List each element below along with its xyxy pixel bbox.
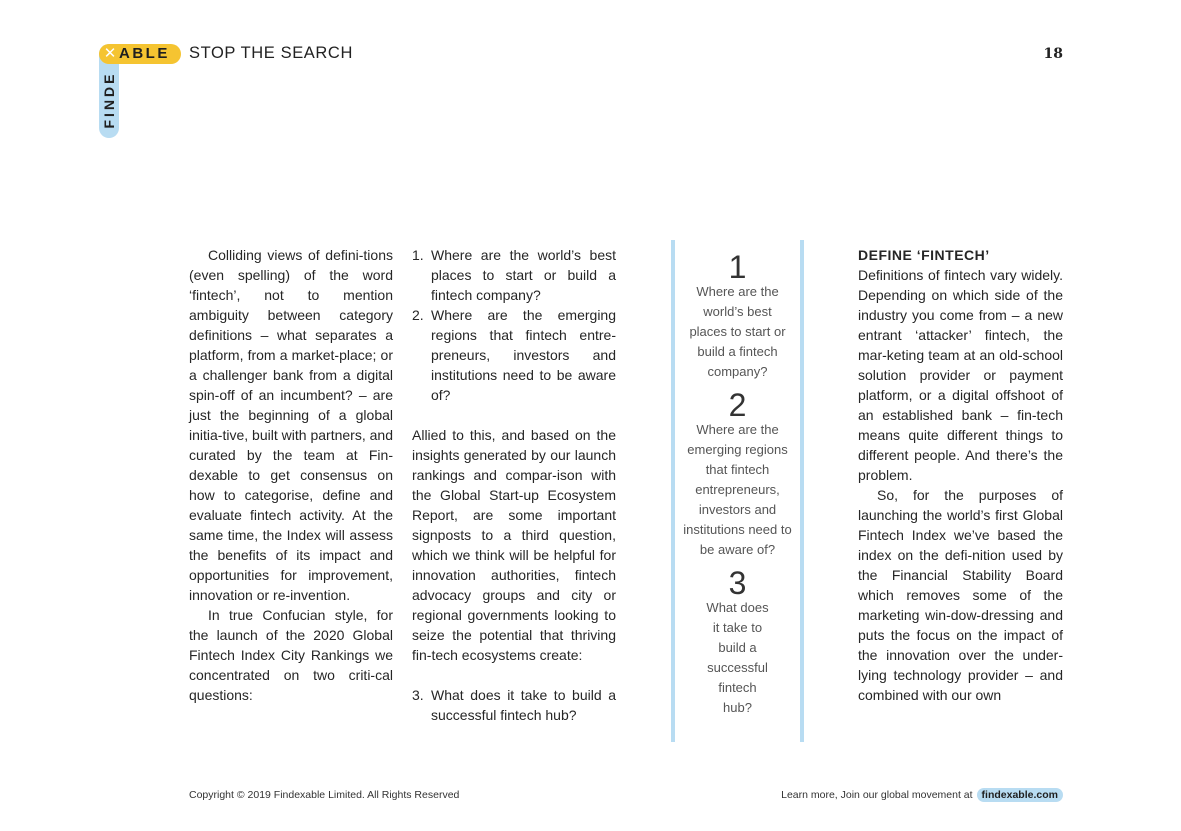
sidebar-number: 1 <box>728 249 747 285</box>
define-paragraph-1: Definitions of fintech vary widely. Depending on which side of the industry you come from – a new entrant ‘attacker’ fintech, the mar-keting team at an old-school solution provider or payment platform, or a digital offshoot of an established bank – fin-tech means quite different things to different people. And there’s the problem. <box>858 267 1063 483</box>
sidebar-number: 3 <box>728 565 747 601</box>
intro-paragraph-2: In true Confucian style, for the launch of the 2020 Global Fintech Index City Rankings we concentrated on two criti-cal questions: <box>189 607 393 703</box>
define-paragraph-2: So, for the purposes of launching the world’s first Global Fintech Index we’ve based the index on the defi-nition used by the Financial Stability Board which removes some of the marketing win-dow-dressing and puts the focus on the impact of the innovation over the under-lying technology provider – and combined with our own <box>858 487 1063 703</box>
list-item-number: 1. <box>412 247 424 263</box>
question-sidebar <box>671 240 804 742</box>
footer-cta <box>781 788 1063 802</box>
footer-website-link[interactable]: findexable.com <box>977 788 1063 802</box>
section-heading: DEFINE ‘FINTECH’ <box>858 247 990 263</box>
list-item <box>412 245 616 305</box>
sidebar-number: 2 <box>728 387 747 423</box>
signposts-paragraph: Allied to this, and based on the insights generated by our launch rankings and compar-ison with the Global Start-up Ecosystem Report, are some important signposts to a third question, which we think will be helpful for innovation authorities, fintech advocacy groups and city or regional governments looking to seize the potential that thriving fin-tech ecosystems create: <box>412 427 616 663</box>
sidebar-right-rule <box>800 240 804 742</box>
footer-copyright: Copyright © 2019 Findexable Limited. All Rights Reserved <box>189 789 460 801</box>
question-list <box>412 245 616 405</box>
logo-able-text: ABLE <box>119 45 170 62</box>
question-list-3 <box>412 685 616 725</box>
column-intro <box>189 245 393 705</box>
list-item <box>412 305 616 405</box>
list-item-number: 2. <box>412 307 424 323</box>
findexable-logo <box>99 44 181 138</box>
logo-x-mark: ✕ <box>103 45 117 62</box>
page-number: 18 <box>1043 46 1063 62</box>
header-title: STOP THE SEARCH <box>189 44 353 62</box>
sidebar-question: Where are the world’s best places to start or build a fintech company? <box>689 284 786 379</box>
footer-cta-text: Learn more, Join our global movement at <box>781 789 973 801</box>
column-questions <box>412 245 616 725</box>
column-define-fintech <box>858 245 1063 705</box>
sidebar-question: Where are the emerging regions that fintech entrepreneurs, investors and institutions need to be aware of? <box>683 422 792 557</box>
list-item-text: What does it take to build a successful fintech hub? <box>431 687 616 723</box>
sidebar-question: What does it take to build a successful fintech hub? <box>706 600 769 715</box>
intro-paragraph-1: Colliding views of defini-tions (even spelling) of the word ‘fintech’, not to mention ambiguity between category definitions – what separates a platform, from a market-place; or a challenger bank from a digital spin-off of an incumbent? – are just the beginning of a global initia-tive, built with partners, and curated by the team at Fin-dexable to get consensus on how to categorise, define and evaluate fintech activity. At the same time, the Index will assess the benefits of its impact and opportunities for improvement, innovation or re-invention. <box>189 247 393 603</box>
list-item-number: 3. <box>412 687 424 703</box>
logo-finde-text: FINDE <box>101 71 117 129</box>
list-item <box>412 685 616 725</box>
list-item-text: Where are the world’s best places to start or build a fintech company? <box>431 247 616 303</box>
list-item-text: Where are the emerging regions that fintech entre-preneurs, investors and institutions need to be aware of? <box>431 307 616 403</box>
